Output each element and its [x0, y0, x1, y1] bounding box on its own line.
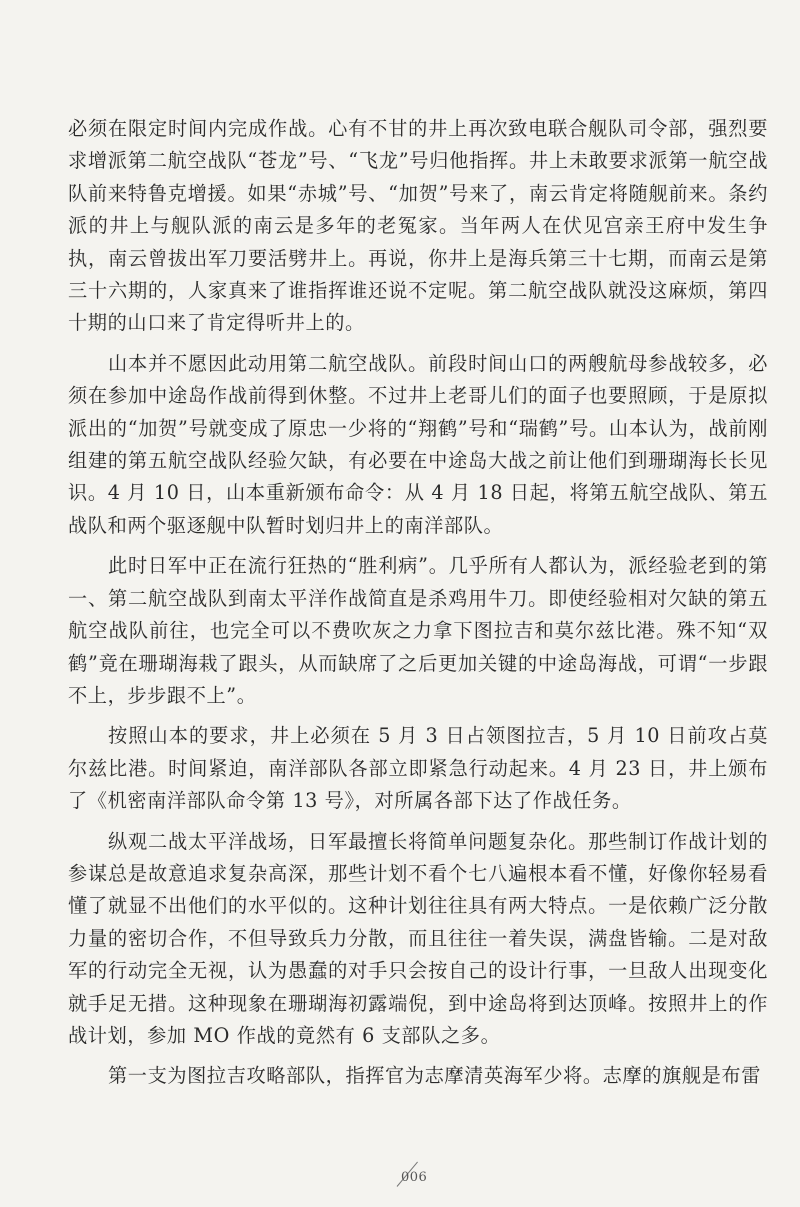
- paragraph-5: 纵观二战太平洋战场，日军最擅长将简单问题复杂化。那些制订作战计划的参谋总是故意追求复杂高深，那些计划不看个七八遍根本看不懂，好像你轻易看懂了就显不出他们的水平似的。这种计划往往具有两大特点。一是依赖广泛分散力量的密切合作，不但导致兵力分散，而且往往一着失误，满盘皆输。二是对敌军的行动完全无视，认为愚蠢的对手只会按自己的设计行事，一旦敌人出现变化就手足无措。这种现象在珊瑚海初露端倪，到中途岛将到达顶峰。按照井上的作战计划，参加 MO 作战的竟然有 6 支部队之多。: [68, 829, 768, 1047]
- paragraph-1: 必须在限定时间内完成作战。心有不甘的井上再次致电联合舰队司令部，强烈要求增派第二航空战队“苍龙”号、“飞龙”号归他指挥。井上未敢要求派第一航空战队前来特鲁克增援。如果“赤城”号、“加贺”号来了，南云肯定将随舰前来。条约派的井上与舰队派的南云是多年的老冤家。当年两人在伏见宫亲王府中发生争执，南云曾拔出军刀要活劈井上。再说，你井上是海兵第三十七期，而南云是第三十六期的，人家真来了谁指挥谁还说不定呢。第二航空战队就没这麻烦，第四十期的山口来了肯定得听井上的。: [68, 117, 768, 335]
- paragraph-4: 按照山本的要求，井上必须在 5 月 3 日占领图拉吉，5 月 10 日前攻占莫尔兹比港。时间紧迫，南洋部队各部立即紧急行动起来。4 月 23 日，井上颁布了《机密南洋部队命令第 13 号》，对所属各部下达了作战任务。: [68, 724, 768, 813]
- page-body: [68, 113, 768, 1093]
- paragraph-6: 第一支为图拉吉攻略部队，指挥官为志摩清英海军少将。志摩的旗舰是布雷: [108, 1064, 761, 1088]
- paragraph-3: 此时日军中正在流行狂热的“胜利病”。几乎所有人都认为，派经验老到的第一、第二航空战队到南太平洋作战简直是杀鸡用牛刀。即使经验相对欠缺的第五航空战队前往，也完全可以不费吹灰之力拿下图拉吉和莫尔兹比港。殊不知“双鹤”竟在珊瑚海栽了跟头，从而缺席了之后更加关键的中途岛海战，可谓“一步跟不上，步步跟不上”。: [68, 554, 768, 707]
- page-number: 006: [401, 1170, 428, 1185]
- page-footer: [395, 1158, 455, 1198]
- paragraph-2: 山本并不愿因此动用第二航空战队。前段时间山口的两艘航母参战较多，必须在参加中途岛作战前得到休整。不过井上老哥儿们的面子也要照顾，于是原拟派出的“加贺”号就变成了原忠一少将的“翔鹤”号和“瑞鹤”号。山本认为，战前刚组建的第五航空战队经验欠缺，有必要在中途岛大战之前让他们到珊瑚海长长见识。4 月 10 日，山本重新颁布命令：从 4 月 18 日起，将第五航空战队、第五战队和两个驱逐舰中队暂时划归井上的南洋部队。: [68, 351, 768, 537]
